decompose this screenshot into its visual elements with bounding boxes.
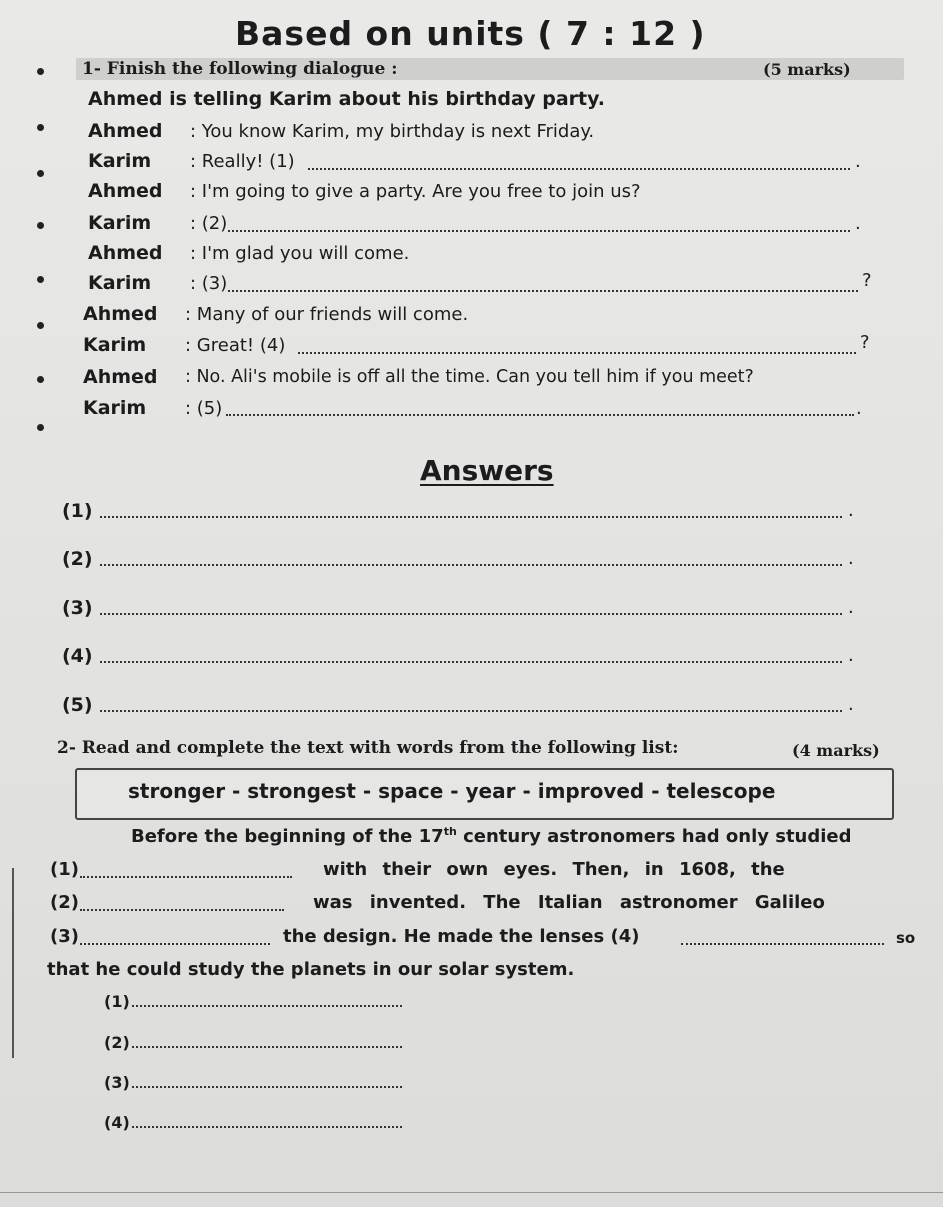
passage-text: century astronomers had only studied bbox=[463, 826, 852, 847]
blank-label: (1) bbox=[50, 859, 79, 880]
word-list: stronger - strongest - space - year - improved - telescope bbox=[128, 779, 776, 803]
dialogue-text: : I'm going to give a party. Are you free to join us? bbox=[190, 181, 641, 202]
bullet-dot bbox=[37, 222, 44, 229]
answer-label: (4) bbox=[62, 645, 93, 667]
answers-heading: Answers bbox=[420, 454, 554, 487]
answer-label: (1) bbox=[62, 500, 93, 522]
answer-blank-line[interactable] bbox=[100, 710, 842, 712]
answer-blank-line[interactable] bbox=[228, 290, 858, 292]
bullet-dot bbox=[37, 68, 44, 75]
answer-blank-line[interactable] bbox=[100, 564, 842, 566]
question-1-heading: 1- Finish the following dialogue : bbox=[82, 59, 398, 79]
line-end-punct: . bbox=[848, 645, 854, 666]
dialogue-text: : I'm glad you will come. bbox=[190, 243, 410, 264]
answer-label: (2) bbox=[62, 548, 93, 570]
answer-blank-line[interactable] bbox=[132, 1126, 402, 1128]
dialogue-text: : Many of our friends will come. bbox=[185, 304, 469, 325]
speaker-name: Ahmed bbox=[88, 120, 163, 142]
page-title: Based on units ( 7 : 12 ) bbox=[235, 14, 706, 53]
line-end-punct: ? bbox=[862, 270, 872, 291]
question-2-marks: (4 marks) bbox=[792, 741, 880, 760]
answer-label: (3) bbox=[62, 597, 93, 619]
margin-bracket bbox=[0, 868, 14, 1058]
dialogue-text: : Really! (1) bbox=[190, 151, 295, 172]
bullet-dot bbox=[37, 322, 44, 329]
passage-text: the design. He made the lenses (4) bbox=[283, 926, 640, 947]
answer-blank-line[interactable] bbox=[308, 168, 850, 170]
passage-blank[interactable] bbox=[80, 876, 292, 878]
dialogue-intro: Ahmed is telling Karim about his birthday party. bbox=[88, 88, 605, 110]
answer-label: (5) bbox=[62, 694, 93, 716]
passage-text: was invented. The Italian astronomer Galileo bbox=[313, 892, 825, 913]
line-end-punct: . bbox=[848, 597, 854, 618]
blank-label: (3) bbox=[50, 926, 79, 947]
answer-blank-line[interactable] bbox=[298, 352, 856, 354]
answer-label: (4) bbox=[104, 1113, 130, 1132]
line-end-punct: ? bbox=[860, 332, 870, 353]
passage-line-1 bbox=[131, 825, 852, 847]
blank-label: (2) bbox=[50, 892, 79, 913]
answer-label: (2) bbox=[104, 1033, 130, 1052]
speaker-name: Ahmed bbox=[83, 303, 158, 325]
answer-label: (3) bbox=[104, 1073, 130, 1092]
passage-text: with their own eyes. Then, in 1608, the bbox=[323, 859, 785, 880]
bullet-dot bbox=[37, 376, 44, 383]
bullet-dot bbox=[37, 124, 44, 131]
question-1-marks: (5 marks) bbox=[763, 60, 851, 79]
dialogue-text: : (5) bbox=[185, 398, 223, 419]
passage-text: Before the beginning of the 17 bbox=[131, 826, 444, 847]
speaker-name: Karim bbox=[83, 397, 147, 419]
answer-blank-line[interactable] bbox=[100, 613, 842, 615]
dialogue-text: : No. Ali's mobile is off all the time. Can you tell him if you meet? bbox=[185, 367, 754, 387]
passage-blank[interactable] bbox=[80, 909, 284, 911]
dialogue-text: : (2) bbox=[190, 213, 228, 234]
answer-blank-line[interactable] bbox=[226, 414, 854, 416]
dialogue-text: : (3) bbox=[190, 273, 228, 294]
line-end-punct: . bbox=[848, 694, 854, 715]
ordinal-suffix: th bbox=[443, 825, 457, 838]
bullet-dot bbox=[37, 424, 44, 431]
speaker-name: Karim bbox=[88, 150, 152, 172]
page-bottom-rule bbox=[0, 1192, 943, 1193]
answer-blank-line[interactable] bbox=[132, 1005, 402, 1007]
answer-blank-line[interactable] bbox=[100, 516, 842, 518]
line-end-punct: . bbox=[855, 213, 861, 234]
line-end-punct: . bbox=[848, 548, 854, 569]
speaker-name: Karim bbox=[88, 212, 152, 234]
answer-blank-line[interactable] bbox=[132, 1086, 402, 1088]
speaker-name: Ahmed bbox=[83, 366, 158, 388]
bullet-dot bbox=[37, 170, 44, 177]
line-end-punct: . bbox=[856, 398, 862, 419]
answer-blank-line[interactable] bbox=[228, 230, 850, 232]
dialogue-text: : Great! (4) bbox=[185, 335, 286, 356]
passage-blank[interactable] bbox=[681, 943, 884, 945]
line-end-punct: . bbox=[855, 151, 861, 172]
passage-text: that he could study the planets in our solar system. bbox=[47, 959, 575, 980]
speaker-name: Karim bbox=[88, 272, 152, 294]
speaker-name: Karim bbox=[83, 334, 147, 356]
speaker-name: Ahmed bbox=[88, 242, 163, 264]
line-end-punct: . bbox=[848, 500, 854, 521]
passage-blank[interactable] bbox=[80, 943, 270, 945]
dialogue-text: : You know Karim, my birthday is next Friday. bbox=[190, 121, 595, 142]
passage-text: so bbox=[896, 929, 916, 947]
answer-label: (1) bbox=[104, 992, 130, 1011]
answer-blank-line[interactable] bbox=[132, 1046, 402, 1048]
speaker-name: Ahmed bbox=[88, 180, 163, 202]
bullet-dot bbox=[37, 276, 44, 283]
question-2-heading: 2- Read and complete the text with words from the following list: bbox=[57, 738, 679, 758]
answer-blank-line[interactable] bbox=[100, 661, 842, 663]
